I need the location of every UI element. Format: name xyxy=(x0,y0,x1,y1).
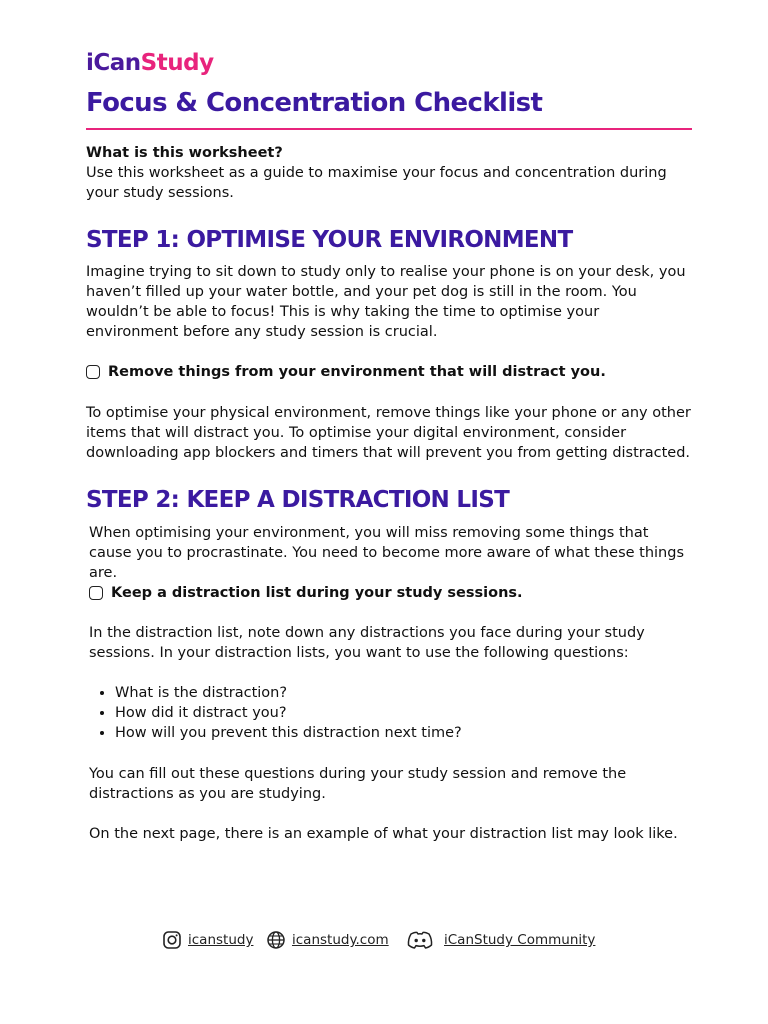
step2-paragraph-4: On the next page, there is an example of what your distraction list may look like. xyxy=(89,826,678,842)
logo-study: Study xyxy=(140,50,214,76)
footer xyxy=(0,930,768,954)
step1-checkbox-row[interactable] xyxy=(86,362,606,382)
intro-heading: What is this worksheet? xyxy=(86,145,283,161)
intro-body: Use this worksheet as a guide to maximise your focus and concentration during your study sessions. xyxy=(86,165,667,201)
step1-checkbox-label: Remove things from your environment that will distract you. xyxy=(108,364,606,380)
brand-logo xyxy=(86,48,214,78)
globe-icon xyxy=(266,930,286,950)
footer-discord[interactable] xyxy=(406,930,595,950)
list-item: • What is the distraction? xyxy=(115,683,462,703)
step2-paragraph-3: You can fill out these questions during your study session and remove the distractions as you are studying. xyxy=(89,766,627,802)
discord-icon xyxy=(406,930,434,950)
intro-section xyxy=(86,143,686,203)
step2-heading: STEP 2: KEEP A DISTRACTION LIST xyxy=(86,487,510,513)
instagram-icon xyxy=(162,930,182,950)
page-title: Focus & Concentration Checklist xyxy=(86,88,543,118)
discord-link[interactable]: iCanStudy Community xyxy=(444,932,596,948)
list-item: • How did it distract you? xyxy=(115,703,462,723)
question-list xyxy=(89,683,462,743)
step1-heading: STEP 1: OPTIMISE YOUR ENVIRONMENT xyxy=(86,227,573,253)
website-link[interactable]: icanstudy.com xyxy=(292,932,389,948)
step1-paragraph-2: To optimise your physical environment, remove things like your phone or any other items that will distract you. To optimise your digital environment, consider downloading app blockers and timers that will prevent you from getting distracted. xyxy=(86,405,691,461)
step1-paragraph: Imagine trying to sit down to study only to realise your phone is on your desk, you haven’t filled up your water bottle, and your pet dog is still in the room. You wouldn’t be able to focus! This is why taking the time to optimise your environment before any study session is crucial. xyxy=(86,264,686,340)
instagram-link[interactable]: icanstudy xyxy=(188,932,254,948)
step2-paragraph-2: In the distraction list, note down any distractions you face during your study sessions. In your distraction lists, you want to use the following questions: xyxy=(89,625,645,661)
step2-checkbox-row[interactable] xyxy=(89,583,523,603)
step2-checkbox-label: Keep a distraction list during your study sessions. xyxy=(111,585,523,601)
footer-instagram[interactable] xyxy=(162,930,253,950)
logo-i: i xyxy=(86,50,94,76)
logo-can: Can xyxy=(93,50,141,76)
step2-paragraph: When optimising your environment, you will miss removing some things that cause you to procrastinate. You need to become more aware of what these things are. xyxy=(89,525,685,581)
footer-website[interactable] xyxy=(266,930,389,950)
title-divider xyxy=(86,128,692,130)
list-item: • How will you prevent this distraction next time? xyxy=(115,723,462,743)
step2-checkbox[interactable] xyxy=(89,586,103,600)
step1-checkbox[interactable] xyxy=(86,365,100,379)
